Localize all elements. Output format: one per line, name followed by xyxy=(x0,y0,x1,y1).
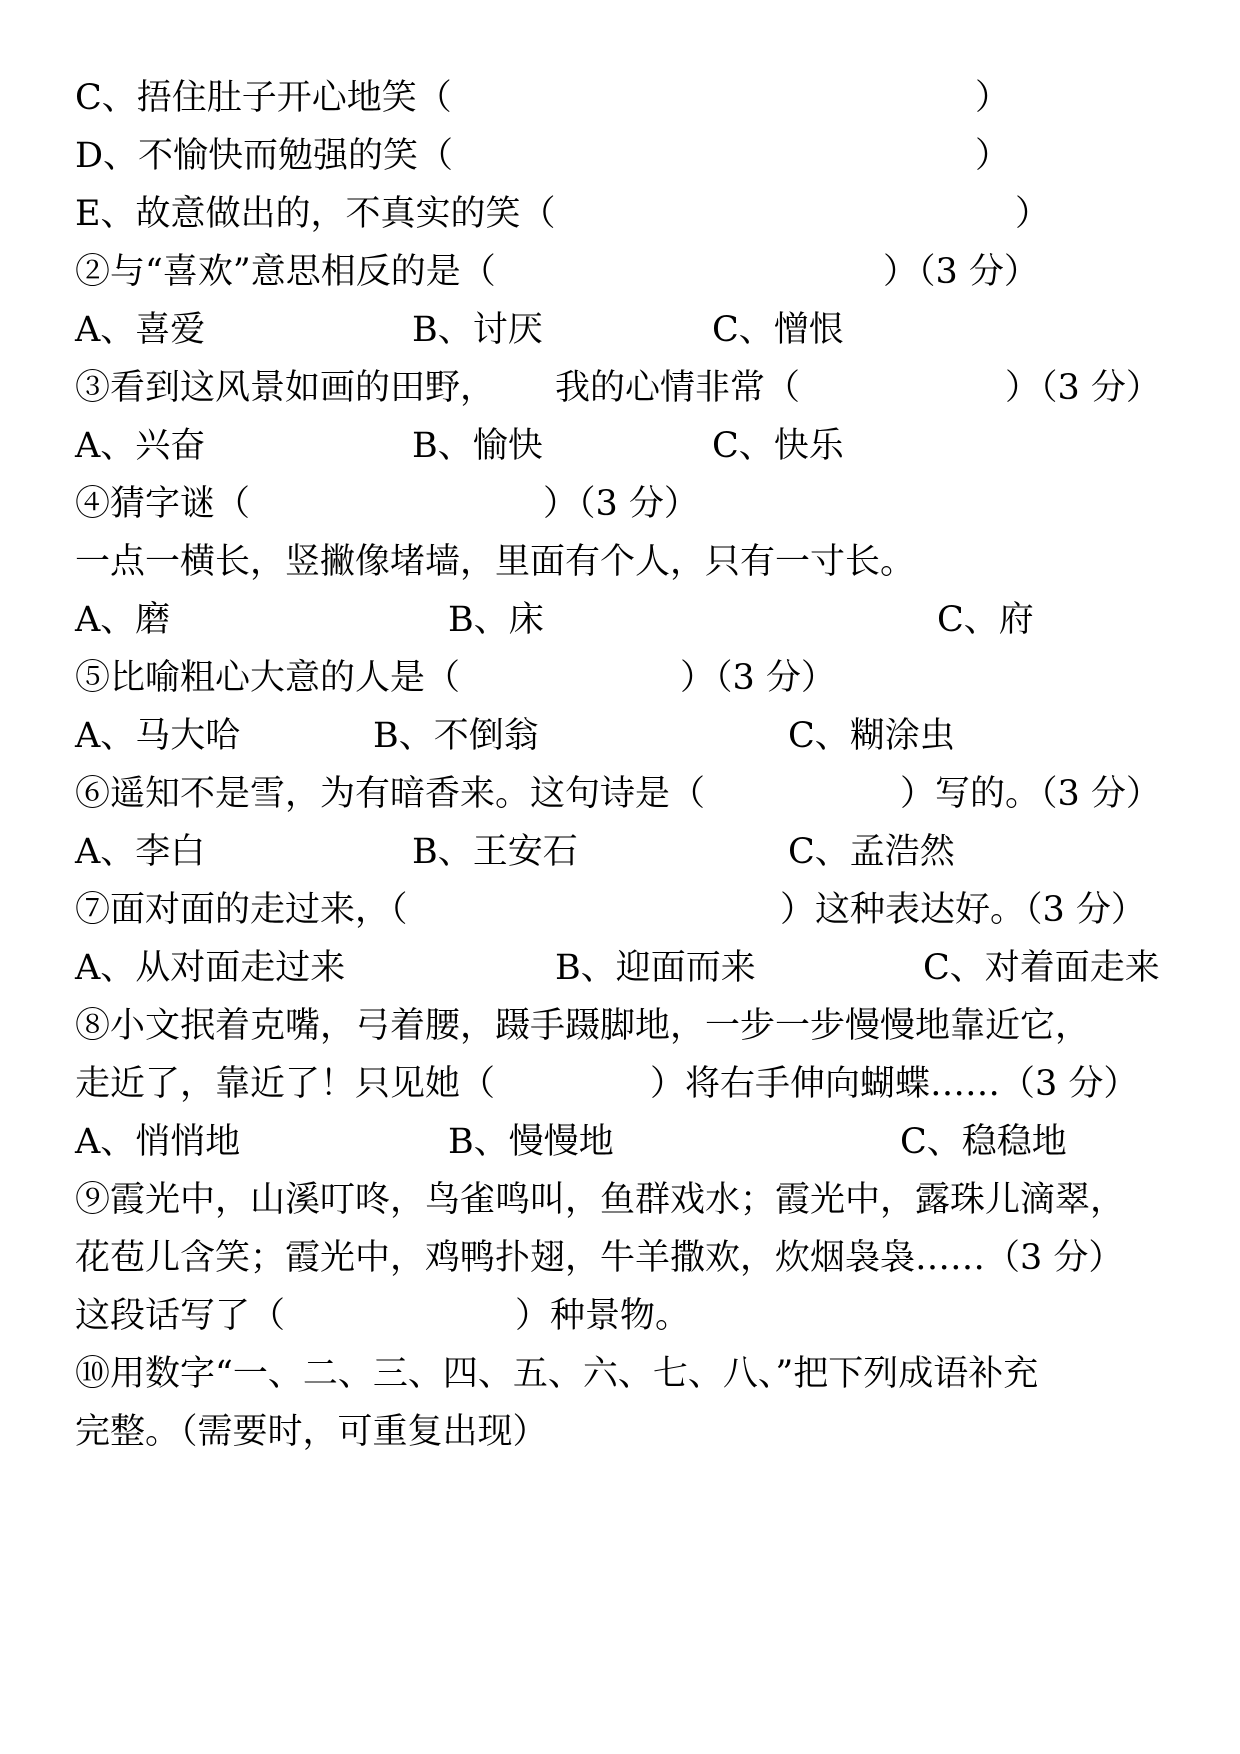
score-note: ）（3 分） xyxy=(543,484,699,524)
option-d-line xyxy=(75,134,1011,178)
option-b: B、讨厌 xyxy=(412,310,543,350)
question-9-line-3 xyxy=(75,1294,691,1338)
answer-blank-close: ） xyxy=(975,136,1011,176)
option-c: C、快乐 xyxy=(712,426,844,466)
score-note: ）（3 分） xyxy=(1005,368,1161,408)
option-b: B、愉快 xyxy=(412,426,543,466)
question-4-options xyxy=(75,598,1034,642)
question-text: ③看到这风景如画的田野， xyxy=(75,368,496,408)
option-a: A、马大哈 xyxy=(75,716,241,756)
question-7-options xyxy=(75,946,1160,990)
question-9-line-2 xyxy=(75,1236,1124,1280)
option-a: A、悄悄地 xyxy=(75,1122,241,1162)
option-b: B、王安石 xyxy=(412,832,578,872)
question-text: ⑧小文抿着克嘴，弓着腰，蹑手蹑脚地，一步一步慢慢地靠近它， xyxy=(75,1006,1091,1046)
option-c: C、对着面走来 xyxy=(923,948,1160,988)
question-3-options xyxy=(75,424,844,468)
option-c-line xyxy=(75,76,1011,120)
question-text: ②与“喜欢”意思相反的是（ xyxy=(75,252,496,292)
question-10-line xyxy=(75,1352,1039,1396)
answer-blank-close: ） xyxy=(1015,194,1051,234)
score-note: ）（3 分） xyxy=(680,658,836,698)
score-note: ）将右手伸向蝴蝶……（3 分） xyxy=(650,1064,1139,1104)
question-text: 花苞儿含笑；霞光中，鸡鸭扑翅，牛羊撒欢，炊烟袅袅……（3 分） xyxy=(75,1238,1124,1278)
question-5-options xyxy=(75,714,955,758)
score-note: ）写的。（3 分） xyxy=(900,774,1161,814)
question-text-cont: 我的心情非常（ xyxy=(555,368,801,408)
option-a: A、磨 xyxy=(75,600,171,640)
option-a: A、兴奋 xyxy=(75,426,206,466)
question-5-line xyxy=(75,656,836,700)
question-9-line xyxy=(75,1178,1126,1222)
question-text: ⑩用数字“一、二、三、四、五、六、七、八、”把下列成语补充 xyxy=(75,1354,1039,1394)
option-text: D、不愉快而勉强的笑（ xyxy=(75,136,454,176)
question-8-options xyxy=(75,1120,1067,1164)
question-text: ⑥遥知不是雪，为有暗香来。这句诗是（ xyxy=(75,774,706,814)
question-6-line xyxy=(75,772,1161,816)
question-8-line xyxy=(75,1004,1091,1048)
score-note: ）（3 分） xyxy=(883,252,1039,292)
option-c: C、府 xyxy=(937,600,1034,640)
question-text: ⑤比喻粗心大意的人是（ xyxy=(75,658,461,698)
riddle-text xyxy=(75,540,916,584)
option-b: B、慢慢地 xyxy=(448,1122,614,1162)
question-text: 完整。（需要时，可重复出现） xyxy=(75,1412,548,1452)
option-b: B、迎面而来 xyxy=(555,948,756,988)
question-2-options xyxy=(75,308,844,352)
option-a: A、喜爱 xyxy=(75,310,206,350)
question-text: ④猜字谜（ xyxy=(75,484,251,524)
option-c: C、糊涂虫 xyxy=(788,716,955,756)
question-text-cont: ）种景物。 xyxy=(515,1296,691,1336)
option-text: E、故意做出的，不真实的笑（ xyxy=(75,194,556,234)
question-3-line xyxy=(75,366,1161,410)
option-c: C、稳稳地 xyxy=(900,1122,1067,1162)
option-b: B、床 xyxy=(448,600,544,640)
question-10-line-2 xyxy=(75,1410,548,1454)
question-8-line-2 xyxy=(75,1062,1139,1106)
question-2-line xyxy=(75,250,1039,294)
score-note: ）这种表达好。（3 分） xyxy=(780,890,1146,930)
option-a: A、从对面走过来 xyxy=(75,948,346,988)
question-text: 走近了，靠近了！只见她（ xyxy=(75,1064,496,1104)
question-7-line xyxy=(75,888,1146,932)
question-text: ⑨霞光中，山溪叮咚，鸟雀鸣叫，鱼群戏水；霞光中，露珠儿滴翠， xyxy=(75,1180,1126,1220)
option-b: B、不倒翁 xyxy=(373,716,539,756)
question-4-line xyxy=(75,482,699,526)
question-text: 这段话写了（ xyxy=(75,1296,286,1336)
question-6-options xyxy=(75,830,955,874)
option-c: C、憎恨 xyxy=(712,310,844,350)
answer-blank-close: ） xyxy=(975,78,1011,118)
option-c: C、孟浩然 xyxy=(788,832,955,872)
option-a: A、李白 xyxy=(75,832,206,872)
riddle-content: 一点一横长，竖撇像堵墙，里面有个人，只有一寸长。 xyxy=(75,542,916,582)
option-e-line xyxy=(75,192,1051,236)
option-text: C、捂住肚子开心地笑（ xyxy=(75,78,452,118)
question-text: ⑦面对面的走过来，（ xyxy=(75,890,408,930)
